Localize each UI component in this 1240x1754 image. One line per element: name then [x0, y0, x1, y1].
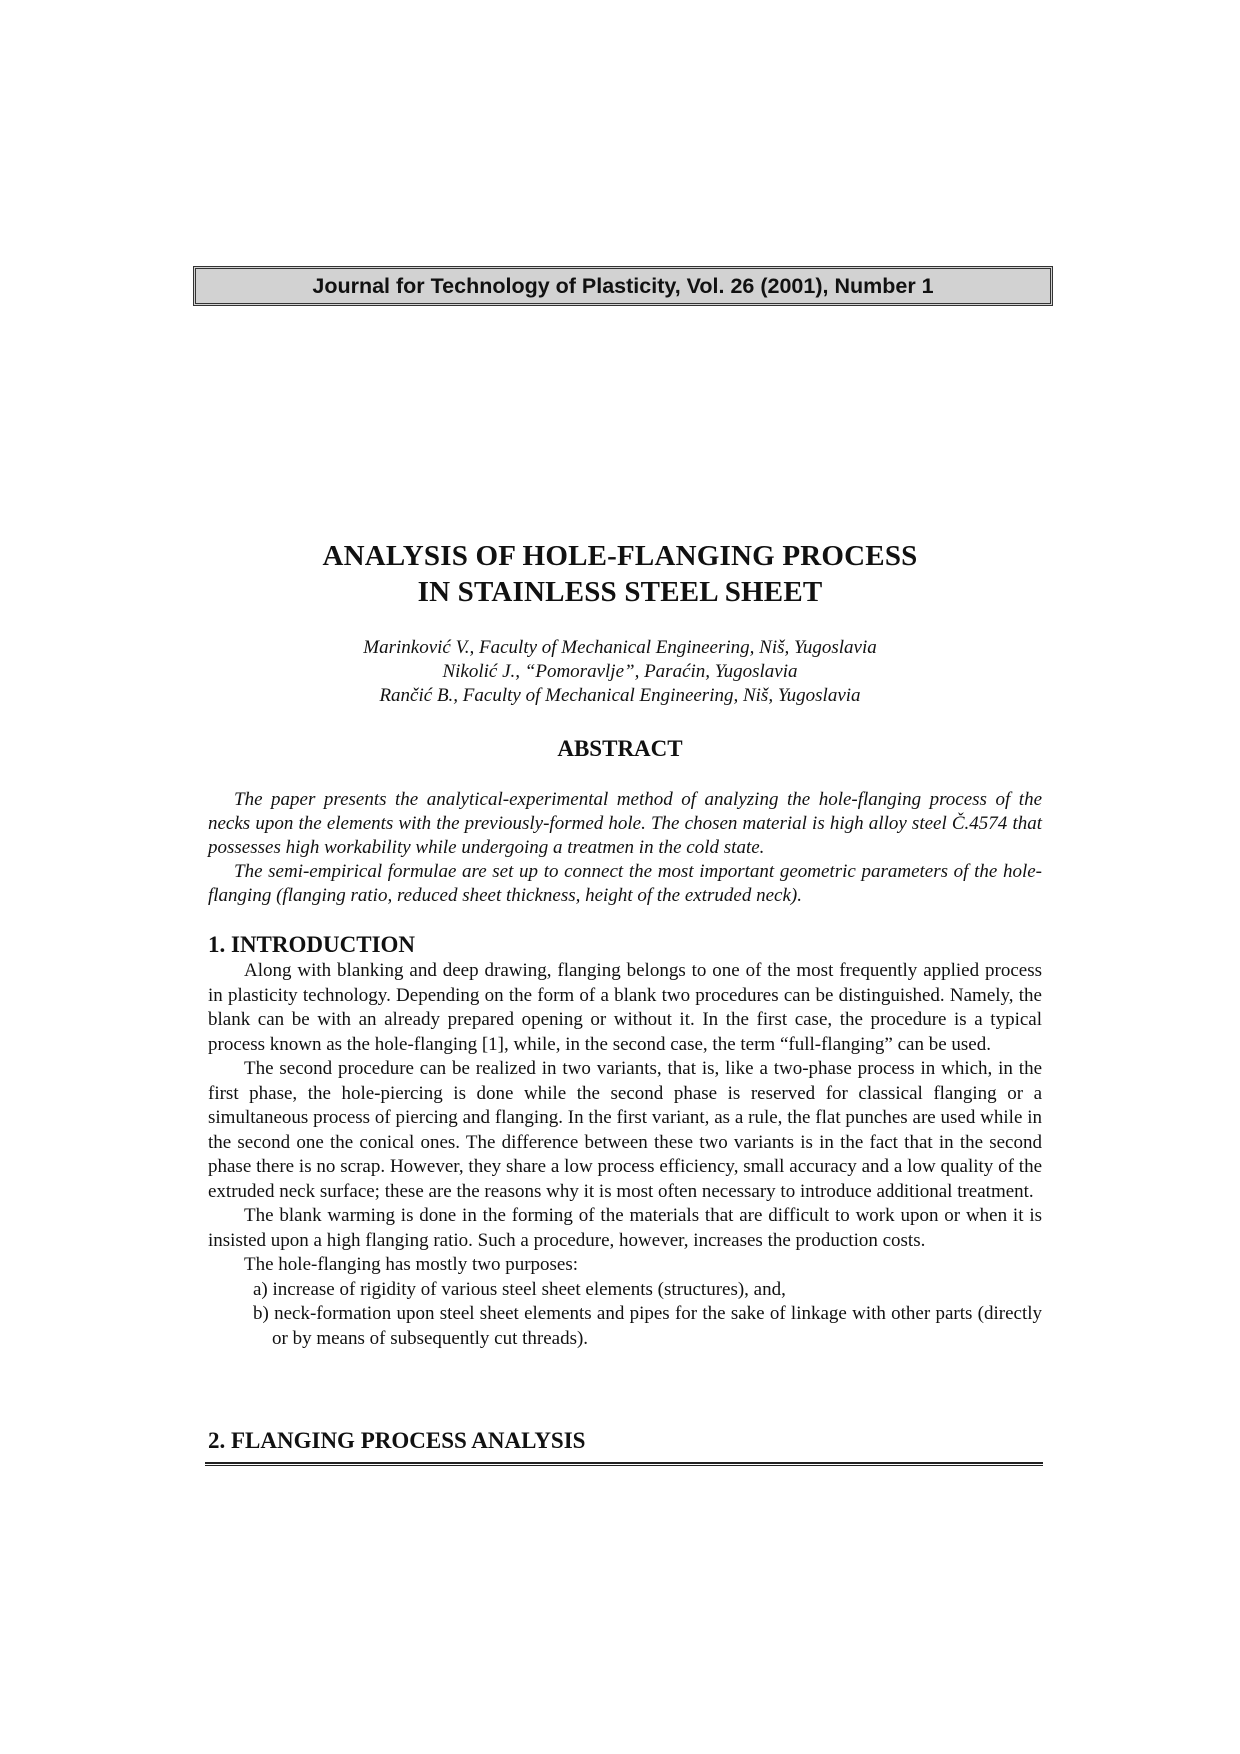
intro-paragraph-4: The hole-flanging has mostly two purposes: — [244, 1254, 579, 1275]
abstract-body — [208, 788, 1042, 908]
paper-title-line-2: IN STAINLESS STEEL SHEET — [417, 576, 823, 608]
purpose-item-b: b) neck-formation upon steel sheet elements and pipes for the sake of linkage with other parts (directly or by means of subsequently cut threads). — [253, 1303, 1042, 1349]
abstract-heading: ABSTRACT — [557, 736, 683, 761]
section-rule — [205, 1462, 1043, 1466]
journal-header-box — [193, 266, 1053, 306]
section-2-heading: 2. FLANGING PROCESS ANALYSIS — [208, 1428, 586, 1453]
section-1-heading: 1. INTRODUCTION — [208, 932, 416, 957]
intro-paragraph-2: The second procedure can be realized in two variants, that is, like a two-phase process in which, in the first phase, the hole-piercing is done while the second phase is reserved for classical flanging or a simultaneous process of piercing and flanging. In the first variant, as a rule, the flat punches are used while in the second one the conical ones. The difference between these two variants is in the fact that in the second phase there is no scrap. However, they share a low process efficiency, small accuracy and a low quality of the extruded neck surface; these are the reasons why it is most often necessary to introduce additional treatment. — [208, 1058, 1042, 1202]
intro-paragraph-3: The blank warming is done in the forming of the materials that are difficult to work upon or when it is insisted upon a high flanging ratio. Such a procedure, however, increases the production costs. — [208, 1205, 1042, 1251]
intro-paragraph-1: Along with blanking and deep drawing, flanging belongs to one of the most frequently applied process in plasticity technology. Depending on the form of a blank two procedures can be distinguished. Namely, the blank can be with an already prepared opening or without it. In the first case, the procedure is a typical process known as the hole-flanging [1], while, in the second case, the term “full-flanging” can be used. — [208, 960, 1042, 1055]
abstract-paragraph-1: The paper presents the analytical-experimental method of analyzing the hole-flanging process of the necks upon the elements with the previously-formed hole. The chosen material is high alloy steel Č.4574 that possesses high workability while undergoing a treatmen in the cold state. — [208, 789, 1042, 858]
author-1: Marinković V., Faculty of Mechanical Engineering, Niš, Yugoslavia — [363, 637, 877, 658]
abstract-paragraph-2: The semi-empirical formulae are set up to connect the most important geometric parameters of the hole-flanging (flanging ratio, reduced sheet thickness, height of the extruded neck). — [208, 861, 1042, 906]
author-2: Nikolić J., “Pomoravlje”, Paraćin, Yugoslavia — [442, 661, 798, 682]
section-1-body — [208, 959, 1042, 1351]
purpose-item-a: a) increase of rigidity of various steel sheet elements (structures), and, — [253, 1278, 786, 1300]
paper-title-line-1: ANALYSIS OF HOLE-FLANGING PROCESS — [322, 540, 918, 572]
author-3: Rančić B., Faculty of Mechanical Engineering, Niš, Yugoslavia — [379, 685, 861, 706]
journal-header-text: Journal for Technology of Plasticity, Vol. 26 (2001), Number 1 — [312, 273, 934, 298]
